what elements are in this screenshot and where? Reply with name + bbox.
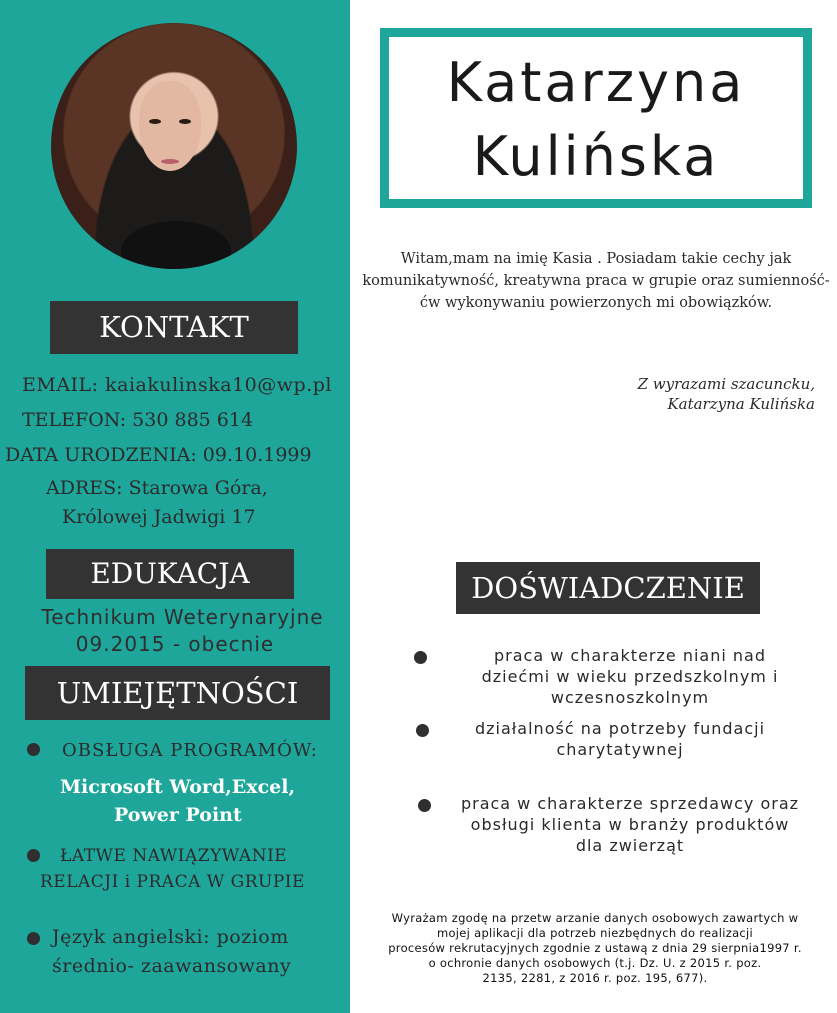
- contact-birthdate: DATA URODZENIA: 09.10.1999: [5, 444, 312, 466]
- sidebar: [0, 0, 350, 1013]
- education-period: 09.2015 - obecnie: [75, 632, 275, 656]
- signature-line-2: Katarzyna Kulińska: [667, 395, 815, 413]
- experience-item-1-line-1: praca w charakterze niani nad: [494, 646, 766, 665]
- consent-line-2: mojej aplikacji dla potrzeb niezbędnych do realizacji: [436, 926, 754, 940]
- intro-line-2: komunikatywność, kreatywna praca w grupie oraz sumienność-: [362, 273, 830, 289]
- name-first: Katarzyna: [446, 51, 746, 114]
- signature-line-1: Z wyrazami szacuncku,: [637, 375, 815, 393]
- experience-item-3: [430, 793, 830, 856]
- skills-item-relations-line2: RELACJI i PRACA W GRUPIE: [40, 872, 305, 892]
- skills-item-programs: OBSŁUGA PROGRAMÓW:: [62, 740, 318, 761]
- skills-programs-detail-1: Microsoft Word,Excel,: [60, 776, 296, 798]
- experience-item-1-line-3: wczesnoszkolnym: [550, 688, 710, 707]
- experience-bullet-1: [414, 651, 427, 664]
- skills-item-relations-line1: ŁATWE NAWIĄZYWANIE: [60, 846, 288, 866]
- consent-line-4: o ochronie danych osobowych (t.j. Dz. U. z 2015 r. poz.: [428, 956, 762, 970]
- experience-item-3-line-1: praca w charakterze sprzedawcy oraz: [460, 794, 800, 813]
- contact-address-line2: Królowej Jadwigi 17: [62, 506, 256, 528]
- experience-item-3-line-2: obsługi klienta w branży produktów: [470, 815, 790, 834]
- contact-heading: KONTAKT: [50, 301, 298, 354]
- skills-bullet-2: [27, 849, 40, 862]
- introduction-text: [362, 248, 830, 314]
- experience-item-1: [430, 645, 830, 708]
- intro-line-1: Witam,mam na imię Kasia . Posiadam takie cechy jak: [400, 251, 792, 267]
- experience-heading: DOŚWIADCZENIE: [456, 562, 760, 614]
- skills-heading: UMIEJĘTNOŚCI: [25, 666, 330, 720]
- skills-item-english-line2: średnio- zaawansowany: [52, 955, 292, 977]
- skills-bullet-1: [27, 743, 40, 756]
- profile-photo: [51, 23, 297, 269]
- name-header-box: [380, 28, 812, 208]
- signature: [638, 374, 815, 414]
- contact-address-line1: ADRES: Starowa Góra,: [46, 477, 268, 499]
- skills-bullet-3: [27, 932, 40, 945]
- consent-line-3: procesów rekrutacyjnych zgodnie z ustawą z dnia 29 sierpnia1997 r.: [388, 941, 802, 955]
- contact-phone: TELEFON: 530 885 614: [22, 409, 254, 431]
- skills-programs-detail-2: Power Point: [114, 804, 242, 826]
- contact-email: EMAIL: kaiakulinska10@wp.pl: [22, 374, 332, 396]
- intro-line-3: ćw wykonywaniu powierzonych mi obowiązków.: [419, 295, 773, 311]
- experience-item-3-line-3: dla zwierząt: [575, 836, 685, 855]
- education-heading: EDUKACJA: [46, 549, 294, 599]
- experience-item-2-line-1: działalność na potrzeby fundacji: [474, 719, 766, 738]
- consent-line-1: Wyrażam zgodę na przetw arzanie danych osobowych zawartych w: [391, 911, 799, 925]
- experience-item-1-line-2: dziećmi w wieku przedszkolnym i: [481, 667, 779, 686]
- gdpr-consent-clause: [362, 911, 828, 986]
- education-school: Technikum Weterynaryjne: [41, 605, 324, 629]
- skills-item-english-line1: Język angielski: poziom: [52, 926, 289, 948]
- experience-item-2: [420, 718, 820, 760]
- name-last: Kulińska: [472, 125, 720, 188]
- experience-item-2-line-2: charytatywnej: [556, 740, 684, 759]
- consent-line-5: 2135, 2281, z 2016 r. poz. 195, 677).: [482, 971, 708, 985]
